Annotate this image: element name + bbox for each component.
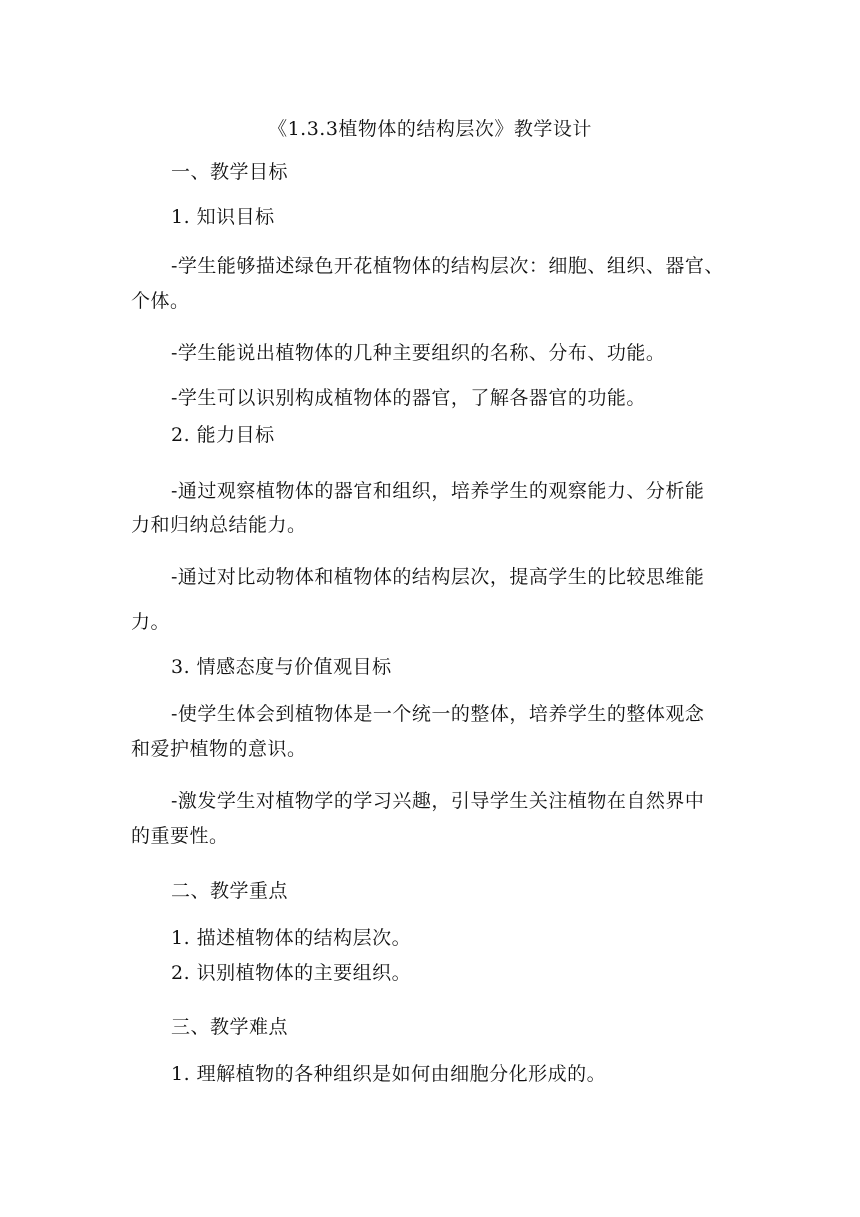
document-title: 《1.3.3植物体的结构层次》教学设计 bbox=[268, 118, 592, 140]
subsection-heading-knowledge: 1. 知识目标 bbox=[171, 206, 275, 228]
paragraph-line: -学生能说出植物体的几种主要组织的名称、分布、功能。 bbox=[171, 342, 666, 364]
list-item: 1. 描述植物体的结构层次。 bbox=[171, 927, 412, 949]
section-heading-difficulties: 三、教学难点 bbox=[171, 1016, 289, 1038]
paragraph-line: -激发学生对植物学的学习兴趣，引导学生关注植物在自然界中 bbox=[171, 790, 705, 812]
paragraph-line: -使学生体会到植物体是一个统一的整体，培养学生的整体观念 bbox=[171, 703, 705, 725]
paragraph-line: 的重要性。 bbox=[131, 825, 229, 847]
section-heading-objectives: 一、教学目标 bbox=[171, 161, 289, 183]
paragraph-line: -通过观察植物体的器官和组织，培养学生的观察能力、分析能 bbox=[171, 480, 705, 502]
subsection-heading-ability: 2. 能力目标 bbox=[171, 424, 275, 446]
paragraph-line: 力和归纳总结能力。 bbox=[131, 514, 307, 536]
section-heading-key-points: 二、教学重点 bbox=[171, 880, 289, 902]
paragraph-line: 和爱护植物的意识。 bbox=[131, 738, 307, 760]
paragraph-line: 力。 bbox=[131, 611, 171, 633]
paragraph-line: -学生可以识别构成植物体的器官，了解各器官的功能。 bbox=[171, 387, 646, 409]
paragraph-line: 个体。 bbox=[131, 290, 190, 312]
paragraph-line: -通过对比动物体和植物体的结构层次，提高学生的比较思维能 bbox=[171, 566, 705, 588]
list-item: 2. 识别植物体的主要组织。 bbox=[171, 962, 412, 984]
paragraph-line: -学生能够描述绿色开花植物体的结构层次：细胞、组织、器官、 bbox=[171, 255, 724, 277]
subsection-heading-emotion: 3. 情感态度与价值观目标 bbox=[171, 656, 392, 678]
list-item: 1. 理解植物的各种组织是如何由细胞分化形成的。 bbox=[171, 1063, 607, 1085]
